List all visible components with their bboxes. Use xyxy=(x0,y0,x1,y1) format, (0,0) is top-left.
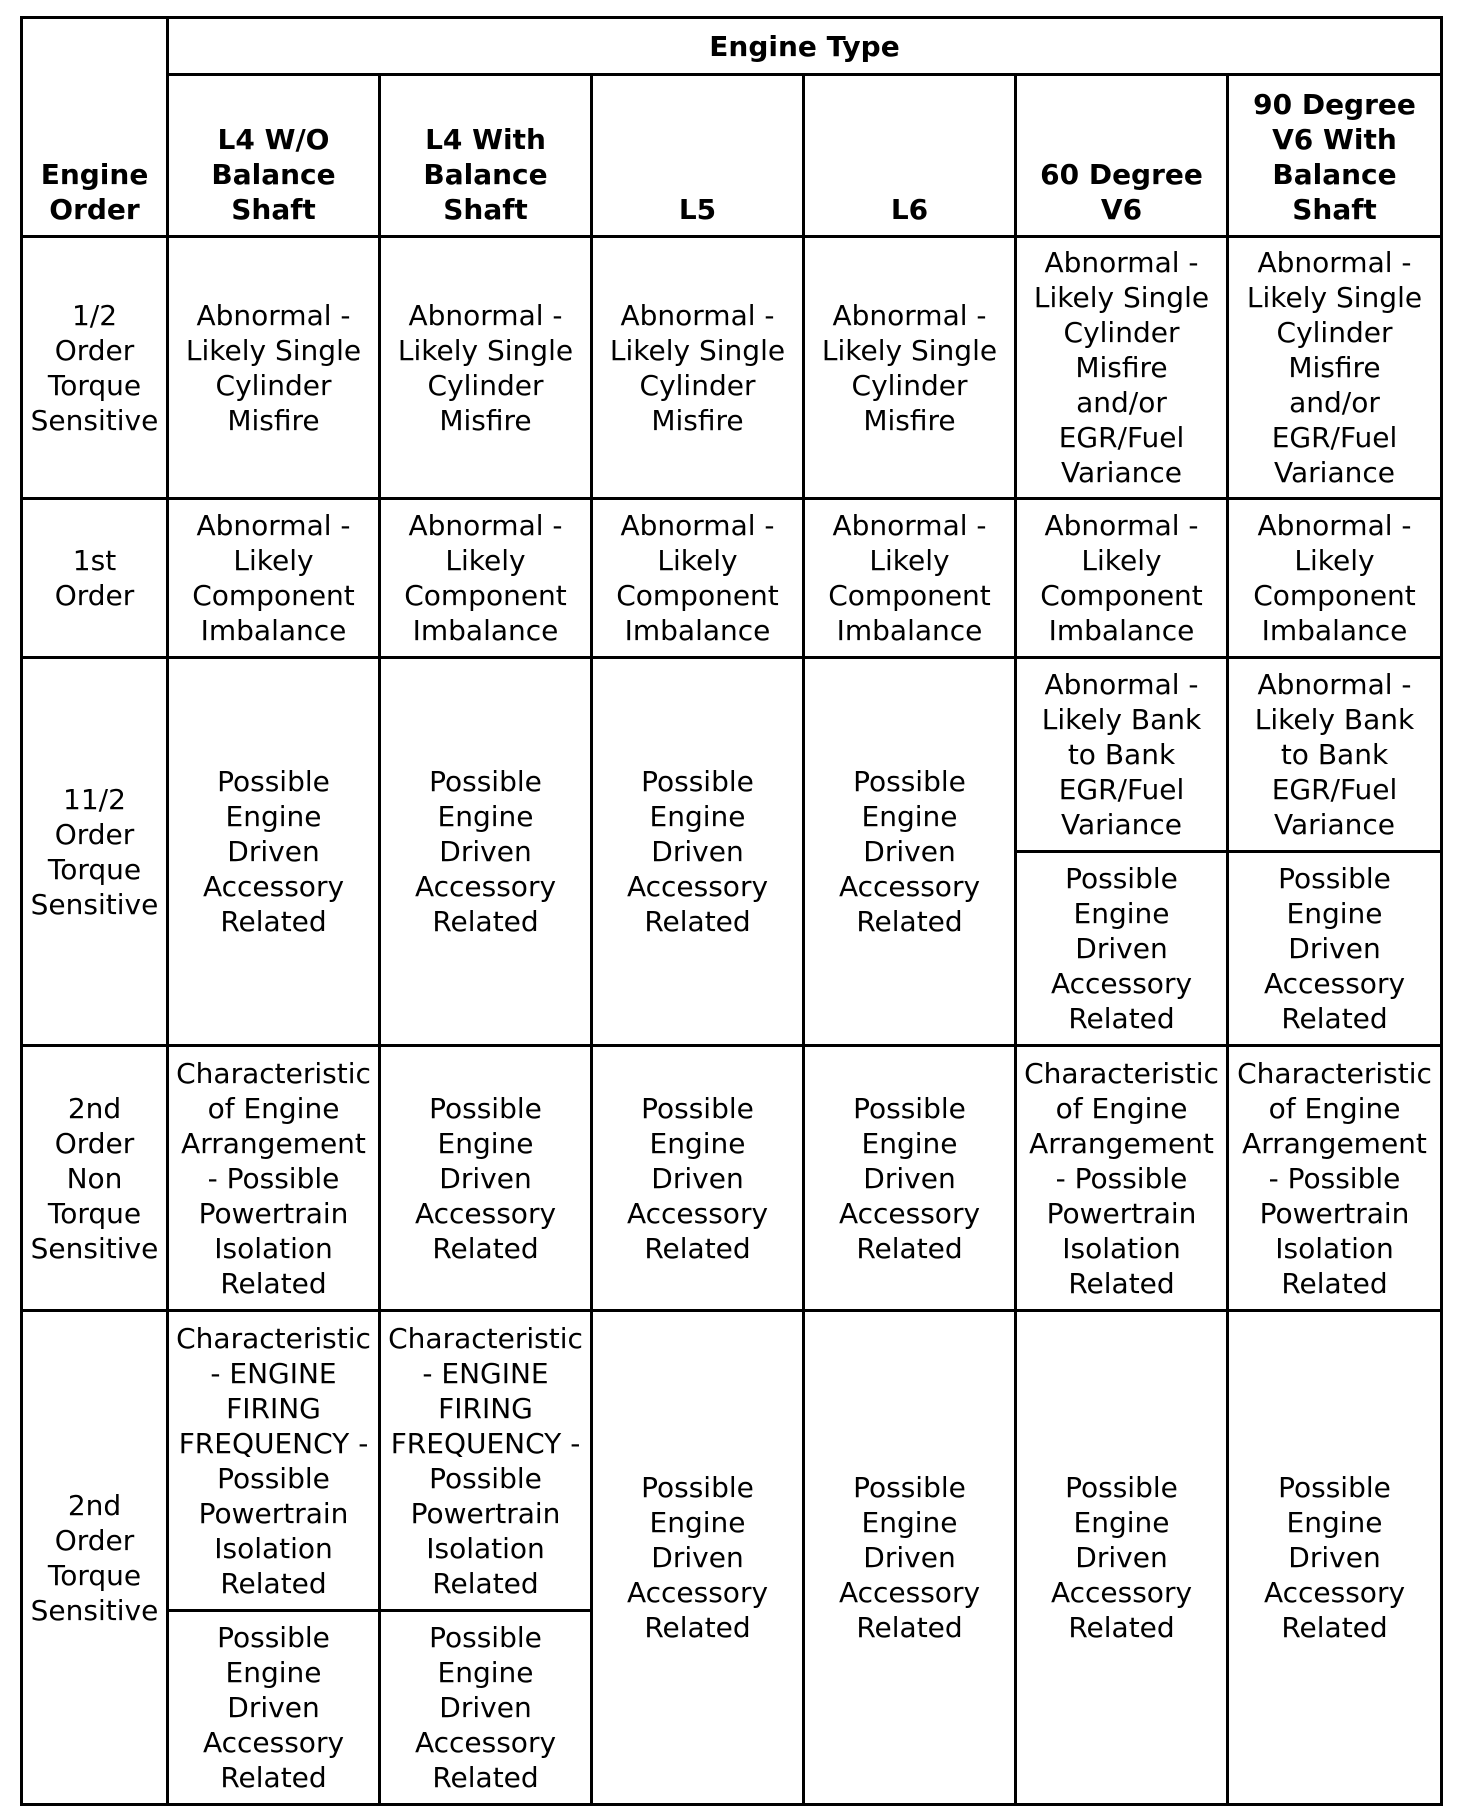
table-cell: Abnormal - Likely Component Imbalance xyxy=(380,499,592,658)
table-cell: Possible Engine Driven Accessory Related xyxy=(1016,852,1228,1046)
row-label-second-order-non-torque: 2nd Order Non Torque Sensitive xyxy=(22,1046,168,1311)
table-cell: Abnormal - Likely Component Imbalance xyxy=(592,499,804,658)
table-cell: Abnormal - Likely Single Cylinder Misfire xyxy=(804,237,1016,499)
table-cell: Characteristic of Engine Arrangement - Possible Powertrain Isolation Related xyxy=(1228,1046,1442,1311)
table-cell: Abnormal - Likely Bank to Bank EGR/Fuel Variance xyxy=(1228,658,1442,852)
table-cell: Possible Engine Driven Accessory Related xyxy=(592,658,804,1046)
table-cell: Abnormal - Likely Component Imbalance xyxy=(1016,499,1228,658)
engine-order-header: Engine Order xyxy=(22,18,168,237)
row-label-one-and-half-order: 11/2 Order Torque Sensitive xyxy=(22,658,168,1046)
table-cell: Abnormal - Likely Bank to Bank EGR/Fuel Variance xyxy=(1016,658,1228,852)
engine-type-header: Engine Type xyxy=(168,18,1442,75)
row-label-first-order: 1st Order xyxy=(22,499,168,658)
table-cell: Characteristic - ENGINE FIRING FREQUENCY - Possible Powertrain Isolation Related xyxy=(168,1311,380,1611)
column-header-l6: L6 xyxy=(804,75,1016,237)
table-row xyxy=(22,237,1442,499)
table-cell: Possible Engine Driven Accessory Related xyxy=(1228,1311,1442,1805)
table-cell: Possible Engine Driven Accessory Related xyxy=(380,1046,592,1311)
column-header-60-degree-v6: 60 Degree V6 xyxy=(1016,75,1228,237)
table-row xyxy=(22,658,1442,852)
table-cell: Possible Engine Driven Accessory Related xyxy=(380,658,592,1046)
table-row xyxy=(22,1311,1442,1611)
row-label-second-order-torque: 2nd Order Torque Sensitive xyxy=(22,1311,168,1805)
engine-order-diagnosis-table xyxy=(20,16,1443,1806)
table-cell: Possible Engine Driven Accessory Related xyxy=(592,1311,804,1805)
table-row xyxy=(22,1046,1442,1311)
table-cell: Possible Engine Driven Accessory Related xyxy=(168,658,380,1046)
table-cell: Abnormal - Likely Component Imbalance xyxy=(804,499,1016,658)
column-header-l4-without-balance-shaft: L4 W/O Balance Shaft xyxy=(168,75,380,237)
column-header-l5: L5 xyxy=(592,75,804,237)
table-cell: Possible Engine Driven Accessory Related xyxy=(592,1046,804,1311)
table-cell: Possible Engine Driven Accessory Related xyxy=(1228,852,1442,1046)
table-cell: Possible Engine Driven Accessory Related xyxy=(804,1311,1016,1805)
table-cell: Abnormal - Likely Single Cylinder Misfire and/or EGR/Fuel Variance xyxy=(1016,237,1228,499)
table-cell: Characteristic of Engine Arrangement - Possible Powertrain Isolation Related xyxy=(168,1046,380,1311)
table-cell: Abnormal - Likely Component Imbalance xyxy=(168,499,380,658)
table-cell: Characteristic of Engine Arrangement - Possible Powertrain Isolation Related xyxy=(1016,1046,1228,1311)
table-cell: Abnormal - Likely Single Cylinder Misfire xyxy=(168,237,380,499)
table-cell: Possible Engine Driven Accessory Related xyxy=(1016,1311,1228,1805)
table-cell: Abnormal - Likely Single Cylinder Misfire and/or EGR/Fuel Variance xyxy=(1228,237,1442,499)
table-cell: Possible Engine Driven Accessory Related xyxy=(380,1611,592,1805)
table-cell: Abnormal - Likely Single Cylinder Misfire xyxy=(380,237,592,499)
table-cell: Abnormal - Likely Component Imbalance xyxy=(1228,499,1442,658)
table-cell: Possible Engine Driven Accessory Related xyxy=(168,1611,380,1805)
table-cell: Abnormal - Likely Single Cylinder Misfire xyxy=(592,237,804,499)
column-header-90-degree-v6: 90 Degree V6 With Balance Shaft xyxy=(1228,75,1442,237)
table-cell: Possible Engine Driven Accessory Related xyxy=(804,658,1016,1046)
table-cell: Possible Engine Driven Accessory Related xyxy=(804,1046,1016,1311)
column-header-l4-with-balance-shaft: L4 With Balance Shaft xyxy=(380,75,592,237)
row-label-half-order: 1/2 Order Torque Sensitive xyxy=(22,237,168,499)
table-cell: Characteristic - ENGINE FIRING FREQUENCY - Possible Powertrain Isolation Related xyxy=(380,1311,592,1611)
table-row xyxy=(22,499,1442,658)
